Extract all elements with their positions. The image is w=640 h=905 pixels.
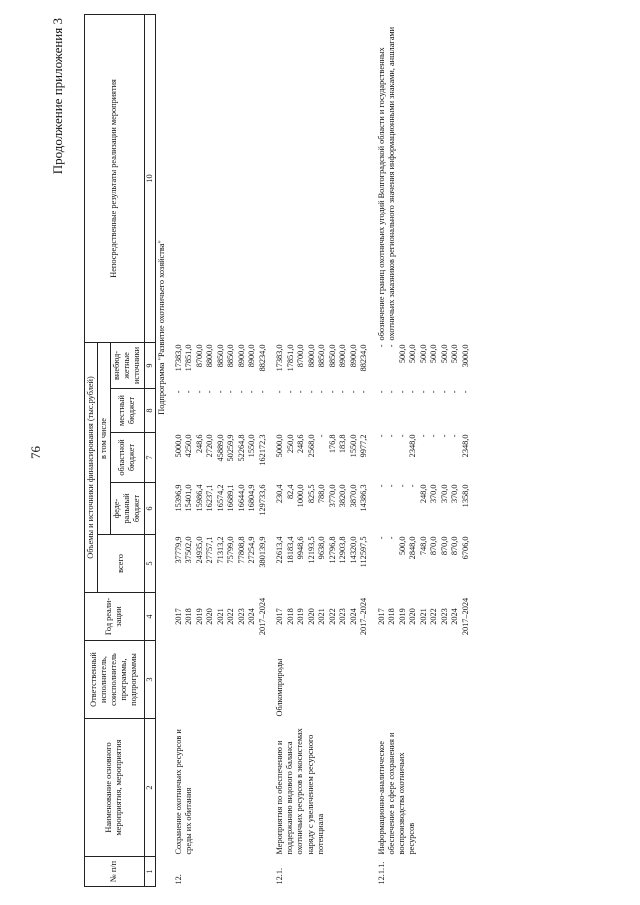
row-years-value: 2023 <box>439 608 449 625</box>
column-number: 9 <box>144 342 155 388</box>
row-federal-value: - <box>408 484 418 488</box>
row-extra-value: 17851,0 <box>184 344 194 372</box>
row-extra-value: 8700,0 <box>296 344 306 368</box>
row-years-value: 2017 <box>173 608 183 625</box>
row-local-value: - <box>215 390 225 394</box>
row-years-value: 2020 <box>306 608 316 625</box>
row-executor <box>168 641 270 719</box>
row-federal-value: 15986,4 <box>194 484 204 512</box>
row-total-cell <box>371 535 473 593</box>
row-extra-value: 88234,0 <box>359 344 369 372</box>
row-total-value: 870,0 <box>439 536 449 556</box>
row-local-value: - <box>236 390 246 394</box>
row-years-value: 2018 <box>285 608 295 625</box>
row-years-value: 2022 <box>327 608 337 625</box>
row-total-value: 870,0 <box>450 536 460 556</box>
row-extra-value: 17383,0 <box>173 344 183 372</box>
row-regional-value: 4250,0 <box>184 434 194 458</box>
row-regional-value: 50259,9 <box>226 434 236 462</box>
row-years-value: 2018 <box>184 608 194 625</box>
row-extra-cell <box>269 342 371 388</box>
header-name: Наименование основного мероприятия, мероприятия <box>85 719 145 857</box>
row-regional-value: - <box>317 434 327 438</box>
row-total-value: 71313,2 <box>215 536 225 564</box>
row-regional-value: 5000,0 <box>173 434 183 458</box>
row-years-value: 2019 <box>296 608 306 625</box>
row-regional-value: - <box>387 434 397 438</box>
row-federal-value: 1000,0 <box>296 484 306 508</box>
row-local-value: - <box>257 390 267 394</box>
row-local-value: - <box>194 390 204 394</box>
row-years-value: 2021 <box>418 608 428 625</box>
row-regional-value: - <box>450 434 460 438</box>
column-numbers-row <box>144 14 155 886</box>
row-local-value: - <box>296 390 306 394</box>
row-local-value: - <box>275 390 285 394</box>
column-number: 1 <box>144 857 155 887</box>
row-regional-value: 2348,0 <box>460 434 470 458</box>
row-regional-value: 1550,0 <box>348 434 358 458</box>
row-executor <box>371 641 473 719</box>
row-years-value: 2023 <box>236 608 246 625</box>
row-regional-value: 5000,0 <box>275 434 285 458</box>
row-years-value: 2018 <box>387 608 397 625</box>
row-total-value: 500,0 <box>397 536 407 556</box>
row-extra-value: 8900,0 <box>247 344 257 368</box>
row-extra-value: 8850,0 <box>215 344 225 368</box>
header-year: Год реали-зации <box>85 593 145 641</box>
row-federal-value: 1358,0 <box>460 484 470 508</box>
row-regional-value: 45889,0 <box>215 434 225 462</box>
row-federal-value: 3820,0 <box>338 484 348 508</box>
row-total-value: 112597,5 <box>359 536 369 568</box>
row-years-value: 2024 <box>247 608 257 625</box>
row-federal-value: 230,4 <box>275 484 285 504</box>
row-extra-value: 8900,0 <box>348 344 358 368</box>
row-local-value: - <box>439 390 449 394</box>
page-caption: Продолжение приложения 3 <box>50 18 65 175</box>
row-years-value: 2023 <box>338 608 348 625</box>
row-extra-value: 500,0 <box>450 344 460 364</box>
row-extra-cell <box>168 342 270 388</box>
row-local-cell <box>269 389 371 433</box>
row-regional-value: 52264,8 <box>236 434 246 462</box>
row-years-value: 2017 <box>275 608 285 625</box>
row-total-value: 870,0 <box>429 536 439 556</box>
column-number: 2 <box>144 719 155 857</box>
row-total-value: 12796,8 <box>327 536 337 564</box>
row-total-value: 37779,9 <box>173 536 183 564</box>
row-total-value: 9638,0 <box>317 536 327 560</box>
row-total-value: 75799,0 <box>226 536 236 564</box>
row-years-value: 2019 <box>194 608 204 625</box>
row-federal-cell <box>168 483 270 535</box>
row-total-value: 27757,1 <box>205 536 215 564</box>
row-regional-value: 2720,0 <box>205 434 215 458</box>
column-number: 4 <box>144 593 155 641</box>
row-local-cell <box>168 389 270 433</box>
header-inclusive: в том числе <box>98 342 111 534</box>
row-total-value: 12193,5 <box>306 536 316 564</box>
row-extra-value: 500,0 <box>429 344 439 364</box>
row-federal-value: 788,0 <box>317 484 327 504</box>
row-regional-value: 183,8 <box>338 434 348 454</box>
row-total-value: 27254,9 <box>247 536 257 564</box>
row-extra-value: 8800,0 <box>205 344 215 368</box>
row-regional-value: 2568,0 <box>306 434 316 458</box>
row-federal-value: 15401,0 <box>184 484 194 512</box>
row-local-value: - <box>460 390 470 394</box>
row-years-value: 2024 <box>348 608 358 625</box>
row-years-value: 2020 <box>205 608 215 625</box>
row-extra-value: 500,0 <box>397 344 407 364</box>
row-federal-value: 16644,0 <box>236 484 246 512</box>
row-total-cell <box>269 535 371 593</box>
column-number: 8 <box>144 389 155 433</box>
row-federal-value: 16804,9 <box>247 484 257 512</box>
row-total-value: 2848,0 <box>408 536 418 560</box>
row-federal-value: 16574,2 <box>215 484 225 512</box>
row-total-value: 6706,0 <box>460 536 470 560</box>
row-years-value: 2021 <box>215 608 225 625</box>
header-regional: областной бюджет <box>111 433 144 483</box>
header-local: местный бюджет <box>111 389 144 433</box>
row-federal-value: 82,4 <box>285 484 295 500</box>
table-row <box>371 14 473 886</box>
row-federal-value: 3770,0 <box>327 484 337 508</box>
row-federal-value: 16237,1 <box>205 484 215 512</box>
column-number: 3 <box>144 641 155 719</box>
row-total-value: 77808,8 <box>236 536 246 564</box>
row-regional-value: - <box>429 434 439 438</box>
row-local-value: - <box>226 390 236 394</box>
row-regional-cell <box>269 433 371 483</box>
table-body <box>155 14 472 886</box>
row-local-value: - <box>450 390 460 394</box>
row-name: Сохранение охотничьих ресурсов и среды их обитания <box>173 729 193 855</box>
column-number: 6 <box>144 483 155 535</box>
row-regional-value: 2348,0 <box>408 434 418 458</box>
row-federal-value: 248,0 <box>418 484 428 504</box>
row-extra-value: 8900,0 <box>338 344 348 368</box>
row-years-cell <box>269 593 371 641</box>
row-years-value: 2017–2024 <box>257 597 267 636</box>
row-years-value: 2021 <box>317 608 327 625</box>
row-federal-cell <box>371 483 473 535</box>
row-result: обозначение границ охотничьих угодий Волгоградской области и государственных охотничьих заказников регионального значения информационными знаками, аншлагами <box>376 26 396 341</box>
row-federal-value: - <box>387 484 397 488</box>
header-no: № п/п <box>85 857 145 887</box>
page-number: 76 <box>28 446 43 459</box>
column-number: 7 <box>144 433 155 483</box>
row-regional-value: 248,6 <box>296 434 306 454</box>
row-local-value: - <box>173 390 183 394</box>
row-local-value: - <box>376 390 386 394</box>
row-regional-value: - <box>418 434 428 438</box>
row-years-value: 2017–2024 <box>460 597 470 636</box>
row-regional-value: - <box>397 434 407 438</box>
row-years-value: 2022 <box>226 608 236 625</box>
row-extra-cell <box>371 342 473 388</box>
row-federal-value: 16689,1 <box>226 484 236 512</box>
row-local-value: - <box>397 390 407 394</box>
row-result <box>168 14 270 342</box>
row-local-value: - <box>338 390 348 394</box>
row-total-value: - <box>376 536 386 540</box>
row-total-value: 18183,4 <box>285 536 295 564</box>
row-years-value: 2019 <box>397 608 407 625</box>
row-result <box>269 14 371 342</box>
subprogram-title: Подпрограмма "Развитие охотничьего хозяйства" <box>156 240 166 415</box>
row-regional-value: 9977,2 <box>359 434 369 458</box>
row-local-value: - <box>429 390 439 394</box>
row-local-value: - <box>359 390 369 394</box>
row-number: 12.1.1. <box>376 861 386 885</box>
column-number: 10 <box>144 14 155 342</box>
row-federal-value: 825,5 <box>306 484 316 504</box>
row-total-value: 9948,6 <box>296 536 306 560</box>
row-local-value: - <box>306 390 316 394</box>
row-federal-value: 129733,6 <box>257 484 267 516</box>
row-extra-value: 8900,0 <box>236 344 246 368</box>
row-extra-value: - <box>376 344 386 348</box>
row-local-value: - <box>285 390 295 394</box>
row-federal-value: - <box>397 484 407 488</box>
row-number: 12.1. <box>275 867 285 885</box>
row-total-value: 12903,8 <box>338 536 348 564</box>
row-local-value: - <box>184 390 194 394</box>
row-local-cell <box>371 389 473 433</box>
row-extra-value: 3000,0 <box>460 344 470 368</box>
row-total-value: 14320,0 <box>348 536 358 564</box>
row-extra-value: - <box>387 344 397 348</box>
row-number: 12. <box>173 874 183 885</box>
row-years-cell <box>168 593 270 641</box>
row-local-value: - <box>317 390 327 394</box>
header-funding-group: Объемы и источники финансирования (тыс.рублей) <box>85 342 98 592</box>
row-name: Мероприятия по обеспечению и поддержанию видового баланса охотничьих ресурсов в экосистемах наряду с увеличением ресурсного потенциала <box>275 728 325 855</box>
table-row <box>269 14 371 886</box>
table-row <box>168 14 270 886</box>
row-federal-value: 14386,3 <box>359 484 369 512</box>
row-years-value: 2024 <box>450 608 460 625</box>
row-local-value: - <box>205 390 215 394</box>
row-local-value: - <box>387 390 397 394</box>
header-federal: феде-ральный бюджет <box>111 483 144 535</box>
row-total-value: 22613,4 <box>275 536 285 564</box>
row-regional-value: - <box>439 434 449 438</box>
table-header <box>85 14 156 886</box>
row-total-value: 748,0 <box>418 536 428 556</box>
row-years-value: 2022 <box>429 608 439 625</box>
row-total-value: 24935,0 <box>194 536 204 564</box>
row-years-cell <box>371 593 473 641</box>
row-extra-value: 88234,0 <box>257 344 267 372</box>
row-years-value: 2017–2024 <box>359 597 369 636</box>
row-regional-cell <box>168 433 270 483</box>
row-local-value: - <box>418 390 428 394</box>
header-total: всего <box>98 535 144 593</box>
row-total-value: 37502,0 <box>184 536 194 564</box>
row-total-value: 380139,9 <box>257 536 267 568</box>
row-federal-value: 3870,0 <box>348 484 358 508</box>
row-years-value: 2017 <box>376 608 386 625</box>
header-extra: внебюд-жетные источники <box>111 342 144 388</box>
row-extra-value: 8850,0 <box>226 344 236 368</box>
row-local-value: - <box>247 390 257 394</box>
row-regional-value: 250,0 <box>285 434 295 454</box>
row-federal-value: 370,0 <box>439 484 449 504</box>
header-executor: Ответственный исполнитель, соисполнитель программы, подпрограммы <box>85 641 145 719</box>
row-extra-value: 500,0 <box>439 344 449 364</box>
row-extra-value: 8850,0 <box>317 344 327 368</box>
column-number: 5 <box>144 535 155 593</box>
row-total-value: - <box>387 536 397 540</box>
row-local-value: - <box>348 390 358 394</box>
row-extra-value: 8700,0 <box>194 344 204 368</box>
row-local-value: - <box>327 390 337 394</box>
row-federal-value: 370,0 <box>450 484 460 504</box>
row-regional-value: 248,6 <box>194 434 204 454</box>
row-total-cell <box>168 535 270 593</box>
row-federal-value: - <box>376 484 386 488</box>
row-regional-value: 1550,0 <box>247 434 257 458</box>
funding-table <box>84 14 472 887</box>
row-regional-value: 162172,3 <box>257 434 267 466</box>
row-extra-value: 8850,0 <box>327 344 337 368</box>
row-federal-value: 15396,9 <box>173 484 183 512</box>
row-local-value: - <box>408 390 418 394</box>
row-regional-cell <box>371 433 473 483</box>
row-extra-value: 8800,0 <box>306 344 316 368</box>
row-years-value: 2020 <box>408 608 418 625</box>
row-extra-value: 500,0 <box>408 344 418 364</box>
row-regional-value: 176,8 <box>327 434 337 454</box>
row-federal-value: 370,0 <box>429 484 439 504</box>
row-federal-cell <box>269 483 371 535</box>
row-executor: Облкомприроды <box>275 658 285 717</box>
row-extra-value: 17851,0 <box>285 344 295 372</box>
row-regional-value: - <box>376 434 386 438</box>
header-results: Непосредственные результаты реализации мероприятия <box>85 14 145 342</box>
row-extra-value: 500,0 <box>418 344 428 364</box>
row-name: Информационно-аналитическое обеспечение в сфере сохранения и воспроизводства охотничьих ресурсов <box>376 732 417 855</box>
row-extra-value: 17383,0 <box>275 344 285 372</box>
